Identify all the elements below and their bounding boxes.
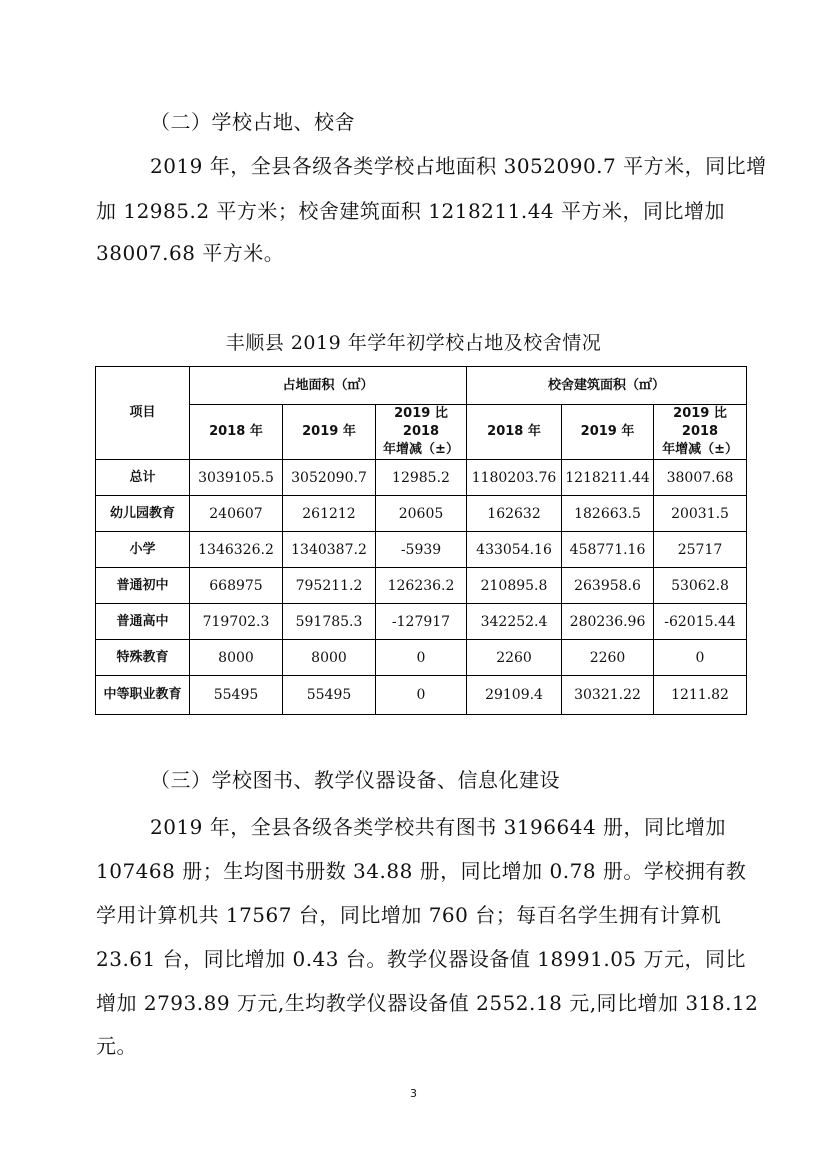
table-cell: 210895.8 <box>467 568 562 604</box>
table-cell: 8000 <box>190 640 283 676</box>
table-cell: 162632 <box>467 496 562 532</box>
header-land-area: 占地面积（㎡） <box>190 367 467 405</box>
table-body <box>96 460 747 715</box>
table-cell: 0 <box>654 640 747 676</box>
table-cell: 182663.5 <box>562 496 654 532</box>
header-item: 项目 <box>96 367 190 460</box>
table-cell: 0 <box>376 676 467 715</box>
table-cell: 240607 <box>190 496 283 532</box>
table-cell: -62015.44 <box>654 604 747 640</box>
table-row <box>96 460 747 496</box>
page-number: 3 <box>410 1087 417 1100</box>
header-building-2018: 2018 年 <box>467 405 562 460</box>
table-cell: 55495 <box>190 676 283 715</box>
header-land-diff <box>376 405 467 460</box>
area-table <box>95 366 747 715</box>
row-label: 普通高中 <box>96 604 190 640</box>
table-cell: 668975 <box>190 568 283 604</box>
table-cell: 1340387.2 <box>283 532 376 568</box>
header-land-diff-line1: 2019 比 2018 <box>394 406 448 439</box>
table-cell: 261212 <box>283 496 376 532</box>
table-cell: 12985.2 <box>376 460 467 496</box>
section3-line-2: 107468 册；生均图书册数 34.88 册，同比增加 0.78 册。学校拥有教 <box>96 859 747 883</box>
header-building-2019: 2019 年 <box>562 405 654 460</box>
section2-line-3: 38007.68 平方米。 <box>96 241 285 265</box>
table-cell: 1211.82 <box>654 676 747 715</box>
table-cell: 280236.96 <box>562 604 654 640</box>
table-row <box>96 496 747 532</box>
row-label: 普通初中 <box>96 568 190 604</box>
section3-heading: （三）学校图书、教学仪器设备、信息化建设 <box>150 768 560 792</box>
header-land-2019: 2019 年 <box>283 405 376 460</box>
table-cell: 30321.22 <box>562 676 654 715</box>
table-cell: 795211.2 <box>283 568 376 604</box>
header-building-area: 校舍建筑面积（㎡） <box>467 367 747 405</box>
table-cell: 263958.6 <box>562 568 654 604</box>
table-cell: 38007.68 <box>654 460 747 496</box>
table-cell: 55495 <box>283 676 376 715</box>
section3-line-1: 2019 年，全县各级各类学校共有图书 3196644 册，同比增加 <box>150 815 727 839</box>
table-cell: 20605 <box>376 496 467 532</box>
row-label: 中等职业教育 <box>96 676 190 715</box>
table-cell: 342252.4 <box>467 604 562 640</box>
header-building-diff <box>654 405 747 460</box>
table-cell: 2260 <box>562 640 654 676</box>
section3-line-5: 增加 2793.89 万元,生均教学仪器设备值 2552.18 元,同比增加 318.12 <box>96 991 759 1015</box>
table-cell: 8000 <box>283 640 376 676</box>
section2-line-1: 2019 年，全县各级各类学校占地面积 3052090.7 平方米，同比增 <box>150 154 767 178</box>
row-label: 幼儿园教育 <box>96 496 190 532</box>
table-cell: 433054.16 <box>467 532 562 568</box>
table-cell: 25717 <box>654 532 747 568</box>
table-row <box>96 604 747 640</box>
table-row <box>96 568 747 604</box>
section3-line-6: 元。 <box>96 1034 137 1058</box>
row-label: 总计 <box>96 460 190 496</box>
header-building-diff-line1: 2019 比 2018 <box>673 406 727 439</box>
table-title: 丰顺县 2019 年学年初学校占地及校舍情况 <box>225 332 602 354</box>
table-cell: 3052090.7 <box>283 460 376 496</box>
table-cell: 20031.5 <box>654 496 747 532</box>
table-cell: 1346326.2 <box>190 532 283 568</box>
table-cell: 3039105.5 <box>190 460 283 496</box>
section2-line-2: 加 12985.2 平方米；校舍建筑面积 1218211.44 平方米，同比增加 <box>96 199 726 223</box>
table-row <box>96 640 747 676</box>
table-cell: 591785.3 <box>283 604 376 640</box>
row-label: 小学 <box>96 532 190 568</box>
table-cell: 0 <box>376 640 467 676</box>
header-land-diff-line2: 年增减（±） <box>383 442 459 457</box>
table-cell: 2260 <box>467 640 562 676</box>
table-row <box>96 676 747 715</box>
table-cell: 1218211.44 <box>562 460 654 496</box>
header-building-diff-line2: 年增减（±） <box>662 442 738 457</box>
table-cell: -5939 <box>376 532 467 568</box>
table-cell: 719702.3 <box>190 604 283 640</box>
section2-heading: （二）学校占地、校舍 <box>150 110 355 134</box>
table-cell: 126236.2 <box>376 568 467 604</box>
table-cell: 458771.16 <box>562 532 654 568</box>
section3-line-3: 学用计算机共 17567 台，同比增加 760 台；每百名学生拥有计算机 <box>96 903 722 927</box>
table-row <box>96 532 747 568</box>
row-label: 特殊教育 <box>96 640 190 676</box>
table-cell: 29109.4 <box>467 676 562 715</box>
table-cell: -127917 <box>376 604 467 640</box>
table-cell: 53062.8 <box>654 568 747 604</box>
table-cell: 1180203.76 <box>467 460 562 496</box>
header-land-2018: 2018 年 <box>190 405 283 460</box>
section3-line-4: 23.61 台，同比增加 0.43 台。教学仪器设备值 18991.05 万元，同比 <box>96 947 747 971</box>
